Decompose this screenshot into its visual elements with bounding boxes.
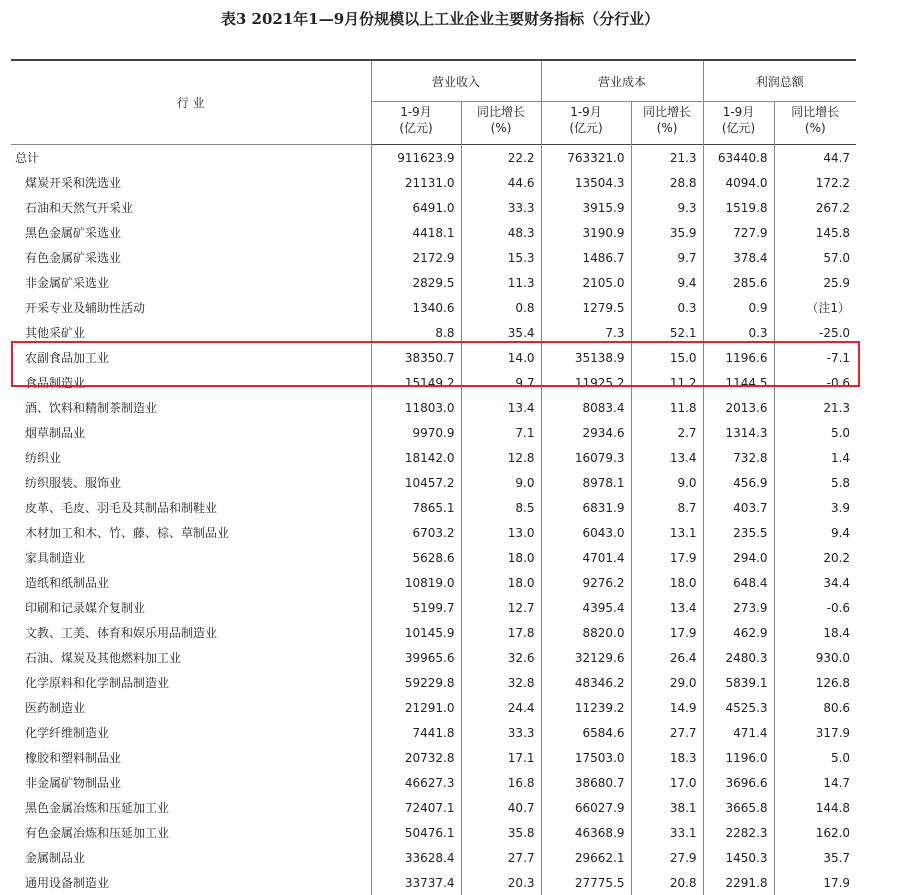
value-cell: 17.9 [631,620,703,645]
value-cell: 18.0 [461,570,541,595]
value-cell: 13.0 [461,520,541,545]
value-cell: （注1） [774,295,856,320]
value-cell: 4701.4 [582,550,625,565]
value-cell: 17503.0 [574,750,625,765]
industry-name: 皮革、毛皮、羽毛及其制品和制鞋业 [11,495,371,520]
value-cell: 15.0 [631,345,703,370]
value-cell: 32129.6 [574,650,625,665]
value-cell: 317.9 [774,720,856,745]
value-cell: 52.1 [631,320,703,345]
value-cell: 0.9 [748,300,768,315]
value-cell: 27775.5 [574,875,625,890]
industry-name: 文教、工美、体育和娱乐用品制造业 [11,620,371,645]
table-row [11,595,856,620]
value-cell: 22.2 [461,145,541,171]
table-row [11,170,856,195]
value-cell: 11.8 [631,395,703,420]
value-cell: 2.7 [631,420,703,445]
value-cell: 25.9 [774,270,856,295]
value-cell: 145.8 [774,220,856,245]
value-cell: 5.0 [774,420,856,445]
value-cell: 13.4 [631,595,703,620]
revenue-header: 营业收入 [371,60,541,102]
value-cell: 35.9 [631,220,703,245]
industry-name: 有色金属矿采选业 [11,245,371,270]
table-row [11,370,856,395]
industry-name: 化学原料和化学制品制造业 [11,670,371,695]
value-cell: 38350.7 [404,350,455,365]
value-cell: 18.0 [461,545,541,570]
value-cell: 0.3 [631,295,703,320]
value-cell: 5628.6 [412,550,455,565]
industry-name: 食品制造业 [11,370,371,395]
subheader-unit: (亿元) [721,121,756,135]
industry-name: 非金属矿采选业 [11,270,371,295]
subheader-period: 同比增长 [477,105,526,119]
table-row [11,495,856,520]
value-cell: 10819.0 [404,575,455,590]
value-cell: 44.7 [774,145,856,171]
table-row [11,670,856,695]
value-cell: 14.0 [461,345,541,370]
subheader-3 [631,102,703,145]
value-cell: 8.8 [435,325,455,340]
value-cell: 3915.9 [582,200,625,215]
value-cell: 1196.0 [725,750,768,765]
value-cell: 59229.8 [404,675,455,690]
value-cell: 930.0 [774,645,856,670]
value-cell: 11.2 [631,370,703,395]
cost-header: 营业成本 [541,60,703,102]
value-cell: 6703.2 [412,525,455,540]
value-cell: 456.9 [733,475,768,490]
value-cell: 32.6 [461,645,541,670]
value-cell: 33.1 [631,820,703,845]
industry-name: 酒、饮料和精制茶制造业 [11,395,371,420]
value-cell: 46627.3 [404,775,455,790]
value-cell: 20.8 [631,870,703,895]
subheader-5 [774,102,856,145]
value-cell: 35.4 [461,320,541,345]
value-cell: -0.6 [774,370,856,395]
value-cell: 8978.1 [582,475,625,490]
value-cell: 57.0 [774,245,856,270]
table-row [11,320,856,345]
value-cell: 72407.1 [404,800,455,815]
value-cell: -25.0 [774,320,856,345]
table-row [11,870,856,895]
industry-name: 总计 [11,145,371,171]
subheader-period: 同比增长 [643,105,692,119]
value-cell: 66027.9 [574,800,625,815]
value-cell: 10457.2 [404,475,455,490]
value-cell: -0.6 [774,595,856,620]
value-cell: 16079.3 [574,450,625,465]
value-cell: 14.7 [774,770,856,795]
value-cell: 11.3 [461,270,541,295]
industry-name: 化学纤维制造业 [11,720,371,745]
table-title: 表3 2021年1—9月份规模以上工业企业主要财务指标（分行业） [220,10,660,28]
industry-header: 行 业 [11,60,371,145]
value-cell: 38.1 [631,795,703,820]
industry-name: 印刷和记录媒介复制业 [11,595,371,620]
industry-name: 医药制造业 [11,695,371,720]
value-cell: 5.8 [774,470,856,495]
value-cell: 27.7 [461,845,541,870]
industry-name: 非金属矿物制品业 [11,770,371,795]
value-cell: 46368.9 [574,825,625,840]
table-row [11,545,856,570]
value-cell: 17.9 [774,870,856,895]
subheader-period: 同比增长 [791,105,840,119]
industry-name: 金属制品业 [11,845,371,870]
value-cell: 2013.6 [725,400,768,415]
value-cell: 648.4 [733,575,768,590]
value-cell: 15149.2 [404,375,455,390]
value-cell: 35.8 [461,820,541,845]
value-cell: 12.8 [461,445,541,470]
value-cell: 1340.6 [412,300,455,315]
value-cell: 20.3 [461,870,541,895]
value-cell: 7.1 [461,420,541,445]
value-cell: 378.4 [733,250,768,265]
value-cell: 17.8 [461,620,541,645]
table-row [11,445,856,470]
industry-name: 开采专业及辅助性活动 [11,295,371,320]
value-cell: 13.4 [631,445,703,470]
value-cell: 1279.5 [582,300,625,315]
subheader-period: 1-9月 [722,105,755,119]
table-row [11,695,856,720]
value-cell: 13.4 [461,395,541,420]
value-cell: 33.3 [461,720,541,745]
value-cell: 144.8 [774,795,856,820]
value-cell: 4395.4 [582,600,625,615]
subheader-unit: (亿元) [569,121,603,135]
value-cell: 1144.5 [725,375,768,390]
subheader-4 [703,102,774,145]
value-cell: 24.4 [461,695,541,720]
table-row [11,620,856,645]
value-cell: 9.0 [461,470,541,495]
value-cell: 732.8 [733,450,768,465]
value-cell: 273.9 [733,600,768,615]
value-cell: 29662.1 [574,850,625,865]
value-cell: 6831.9 [582,500,625,515]
value-cell: 15.3 [461,245,541,270]
industry-name: 造纸和纸制品业 [11,570,371,595]
value-cell: 8.5 [461,495,541,520]
value-cell: 4094.0 [725,175,768,190]
value-cell: 13.1 [631,520,703,545]
value-cell: 8083.4 [582,400,625,415]
value-cell: 17.1 [461,745,541,770]
table-row [11,220,856,245]
value-cell: 9.4 [631,270,703,295]
value-cell: 403.7 [733,500,768,515]
table-row [11,145,856,171]
industry-name: 木材加工和木、竹、藤、棕、草制品业 [11,520,371,545]
table-row [11,270,856,295]
table-row [11,395,856,420]
value-cell: 763321.0 [567,150,625,165]
industry-name: 石油和天然气开采业 [11,195,371,220]
value-cell: 0.3 [748,325,768,340]
value-cell: 1486.7 [582,250,625,265]
table-row [11,470,856,495]
value-cell: 27.7 [631,720,703,745]
value-cell: 1314.3 [725,425,768,440]
value-cell: 9.7 [631,245,703,270]
value-cell: 8820.0 [582,625,625,640]
value-cell: 63440.8 [717,150,768,165]
subheader-unit: (%) [490,121,512,135]
value-cell: 7441.8 [412,725,455,740]
subheader-2 [541,102,631,145]
value-cell: -7.1 [774,345,856,370]
table-row [11,520,856,545]
value-cell: 11925.2 [574,375,625,390]
value-cell: 6491.0 [412,200,455,215]
subheader-unit: (%) [804,121,826,135]
value-cell: 1196.6 [725,350,768,365]
value-cell: 6584.6 [582,725,625,740]
value-cell: 18.0 [631,570,703,595]
value-cell: 4418.1 [412,225,455,240]
value-cell: 39965.6 [404,650,455,665]
value-cell: 6043.0 [582,525,625,540]
value-cell: 14.9 [631,695,703,720]
value-cell: 2172.9 [412,250,455,265]
value-cell: 33.3 [461,195,541,220]
value-cell: 4525.3 [725,700,768,715]
value-cell: 294.0 [733,550,768,565]
value-cell: 8.7 [631,495,703,520]
value-cell: 11803.0 [404,400,455,415]
value-cell: 267.2 [774,195,856,220]
industry-name: 通用设备制造业 [11,870,371,895]
value-cell: 17.0 [631,770,703,795]
profit-header: 利润总额 [703,60,856,102]
value-cell: 235.5 [733,525,768,540]
value-cell: 9.3 [631,195,703,220]
industry-name: 橡胶和塑料制品业 [11,745,371,770]
table-row [11,845,856,870]
value-cell: 21.3 [774,395,856,420]
value-cell: 1.4 [774,445,856,470]
value-cell: 27.9 [631,845,703,870]
value-cell: 2291.8 [725,875,768,890]
value-cell: 18142.0 [404,450,455,465]
value-cell: 9276.2 [582,575,625,590]
industry-name: 家具制造业 [11,545,371,570]
value-cell: 172.2 [774,170,856,195]
value-cell: 38680.7 [574,775,625,790]
industry-name: 农副食品加工业 [11,345,371,370]
value-cell: 20.2 [774,545,856,570]
table-row [11,745,856,770]
value-cell: 2282.3 [725,825,768,840]
value-cell: 5199.7 [412,600,455,615]
value-cell: 126.8 [774,670,856,695]
value-cell: 18.4 [774,620,856,645]
value-cell: 13504.3 [574,175,625,190]
value-cell: 40.7 [461,795,541,820]
table-row [11,345,856,370]
value-cell: 285.6 [733,275,768,290]
value-cell: 3190.9 [582,225,625,240]
value-cell: 12.7 [461,595,541,620]
subheader-1 [461,102,541,145]
value-cell: 33628.4 [404,850,455,865]
value-cell: 2829.5 [412,275,455,290]
value-cell: 3696.6 [725,775,768,790]
industry-name: 纺织服装、服饰业 [11,470,371,495]
value-cell: 162.0 [774,820,856,845]
value-cell: 33737.4 [404,875,455,890]
value-cell: 18.3 [631,745,703,770]
value-cell: 48346.2 [574,675,625,690]
industry-name: 烟草制品业 [11,420,371,445]
table-row [11,295,856,320]
subheader-unit: (%) [656,121,678,135]
subheader-period: 1-9月 [400,105,432,119]
value-cell: 3.9 [774,495,856,520]
value-cell: 7865.1 [412,500,455,515]
value-cell: 34.4 [774,570,856,595]
value-cell: 35138.9 [574,350,625,365]
value-cell: 10145.9 [404,625,455,640]
table-row [11,820,856,845]
industry-name: 黑色金属矿采选业 [11,220,371,245]
table-row [11,420,856,445]
value-cell: 9.4 [774,520,856,545]
value-cell: 462.9 [733,625,768,640]
value-cell: 11239.2 [574,700,625,715]
value-cell: 21291.0 [404,700,455,715]
value-cell: 48.3 [461,220,541,245]
value-cell: 50476.1 [404,825,455,840]
financial-indicators-table [11,59,856,895]
value-cell: 2480.3 [725,650,768,665]
industry-name: 石油、煤炭及其他燃料加工业 [11,645,371,670]
table-row [11,720,856,745]
value-cell: 32.8 [461,670,541,695]
value-cell: 35.7 [774,845,856,870]
value-cell: 5839.1 [725,675,768,690]
value-cell: 727.9 [733,225,768,240]
subheader-0 [371,102,461,145]
value-cell: 9.7 [461,370,541,395]
value-cell: 17.9 [631,545,703,570]
table-row [11,195,856,220]
value-cell: 28.8 [631,170,703,195]
value-cell: 7.3 [605,325,625,340]
value-cell: 471.4 [733,725,768,740]
industry-name: 纺织业 [11,445,371,470]
value-cell: 9.0 [631,470,703,495]
subheader-period: 1-9月 [570,105,602,119]
value-cell: 21.3 [631,145,703,171]
table-row [11,770,856,795]
value-cell: 21131.0 [404,175,455,190]
value-cell: 9970.9 [412,425,455,440]
value-cell: 16.8 [461,770,541,795]
table-row [11,570,856,595]
value-cell: 0.8 [461,295,541,320]
value-cell: 1519.8 [725,200,768,215]
table-row [11,645,856,670]
industry-name: 黑色金属冶炼和压延加工业 [11,795,371,820]
industry-name: 其他采矿业 [11,320,371,345]
value-cell: 29.0 [631,670,703,695]
table-row [11,795,856,820]
value-cell: 911623.9 [397,150,455,165]
value-cell: 2934.6 [582,425,625,440]
value-cell: 1450.3 [725,850,768,865]
value-cell: 5.0 [774,745,856,770]
industry-name: 煤炭开采和洗选业 [11,170,371,195]
value-cell: 2105.0 [582,275,625,290]
industry-name: 有色金属冶炼和压延加工业 [11,820,371,845]
subheader-unit: (亿元) [399,121,433,135]
value-cell: 26.4 [631,645,703,670]
value-cell: 3665.8 [725,800,768,815]
value-cell: 80.6 [774,695,856,720]
value-cell: 20732.8 [404,750,455,765]
value-cell: 44.6 [461,170,541,195]
table-row [11,245,856,270]
